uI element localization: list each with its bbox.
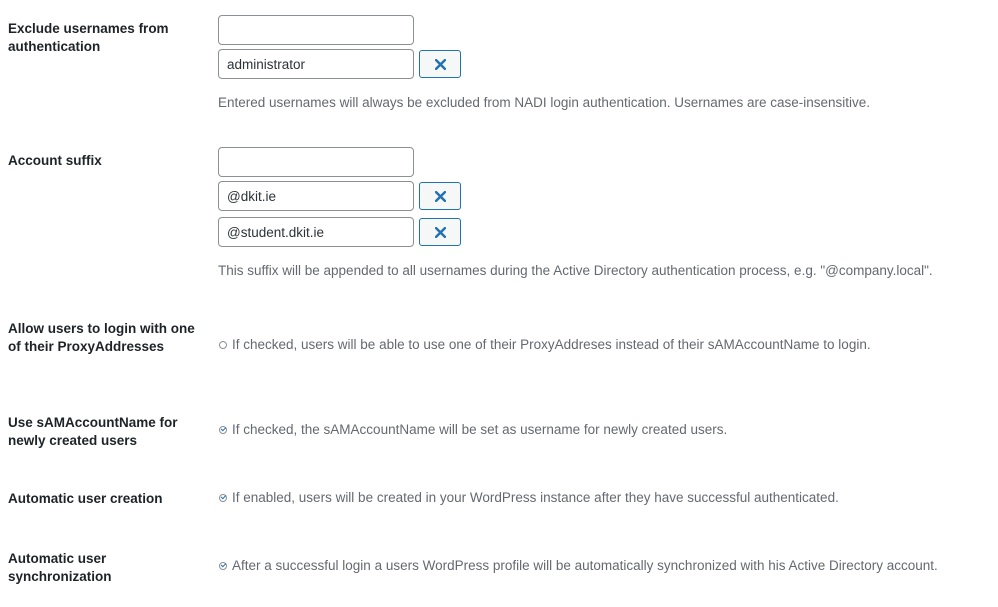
close-icon (435, 227, 446, 238)
auto-sync-option (218, 558, 938, 573)
proxy-addresses-description: If checked, users will be able to use one of their ProxyAddreses instead of their sAMAccountName to login. (232, 337, 871, 352)
proxy-addresses-label: Allow users to login with one of their ProxyAddresses (8, 321, 195, 354)
exclude-usernames-new-input[interactable] (218, 15, 414, 45)
auto-creation-label: Automatic user creation (8, 491, 163, 506)
auto-creation-option (218, 490, 839, 505)
samaccountname-label: Use sAMAccountName for newly created users (8, 415, 178, 448)
auto-sync-label: Automatic user synchronization (8, 551, 112, 584)
auto-sync-description: After a successful login a users WordPress profile will be automatically synchronized with his Active Directory account. (232, 558, 938, 573)
account-suffix-description: This suffix will be appended to all usernames during the Active Directory authentication process, e.g. "@company.local". (218, 263, 933, 278)
proxy-addresses-checkbox[interactable] (219, 341, 227, 349)
auto-sync-checkbox[interactable] (219, 562, 227, 570)
samaccountname-checkbox[interactable] (219, 426, 227, 434)
samaccountname-option (218, 422, 727, 437)
close-icon (435, 191, 446, 202)
account-suffix-new-input[interactable] (218, 147, 414, 177)
exclude-usernames-label: Exclude usernames from authentication (8, 21, 169, 54)
account-suffix-label: Account suffix (8, 153, 102, 168)
account-suffix-entry-input[interactable] (218, 181, 414, 211)
remove-account-suffix-button[interactable] (419, 218, 461, 246)
exclude-username-entry-input[interactable] (218, 49, 414, 79)
auto-creation-checkbox[interactable] (219, 494, 227, 502)
proxy-addresses-option (218, 337, 871, 352)
account-suffix-entry-input[interactable] (218, 217, 414, 247)
auto-creation-description: If enabled, users will be created in your WordPress instance after they have successful authenticated. (232, 490, 839, 505)
close-icon (435, 59, 446, 70)
remove-account-suffix-button[interactable] (419, 182, 461, 210)
remove-excluded-username-button[interactable] (419, 50, 461, 78)
exclude-usernames-description: Entered usernames will always be excluded from NADI login authentication. Usernames are case-insensitive. (218, 95, 871, 110)
samaccountname-description: If checked, the sAMAccountName will be set as username for newly created users. (232, 422, 728, 437)
